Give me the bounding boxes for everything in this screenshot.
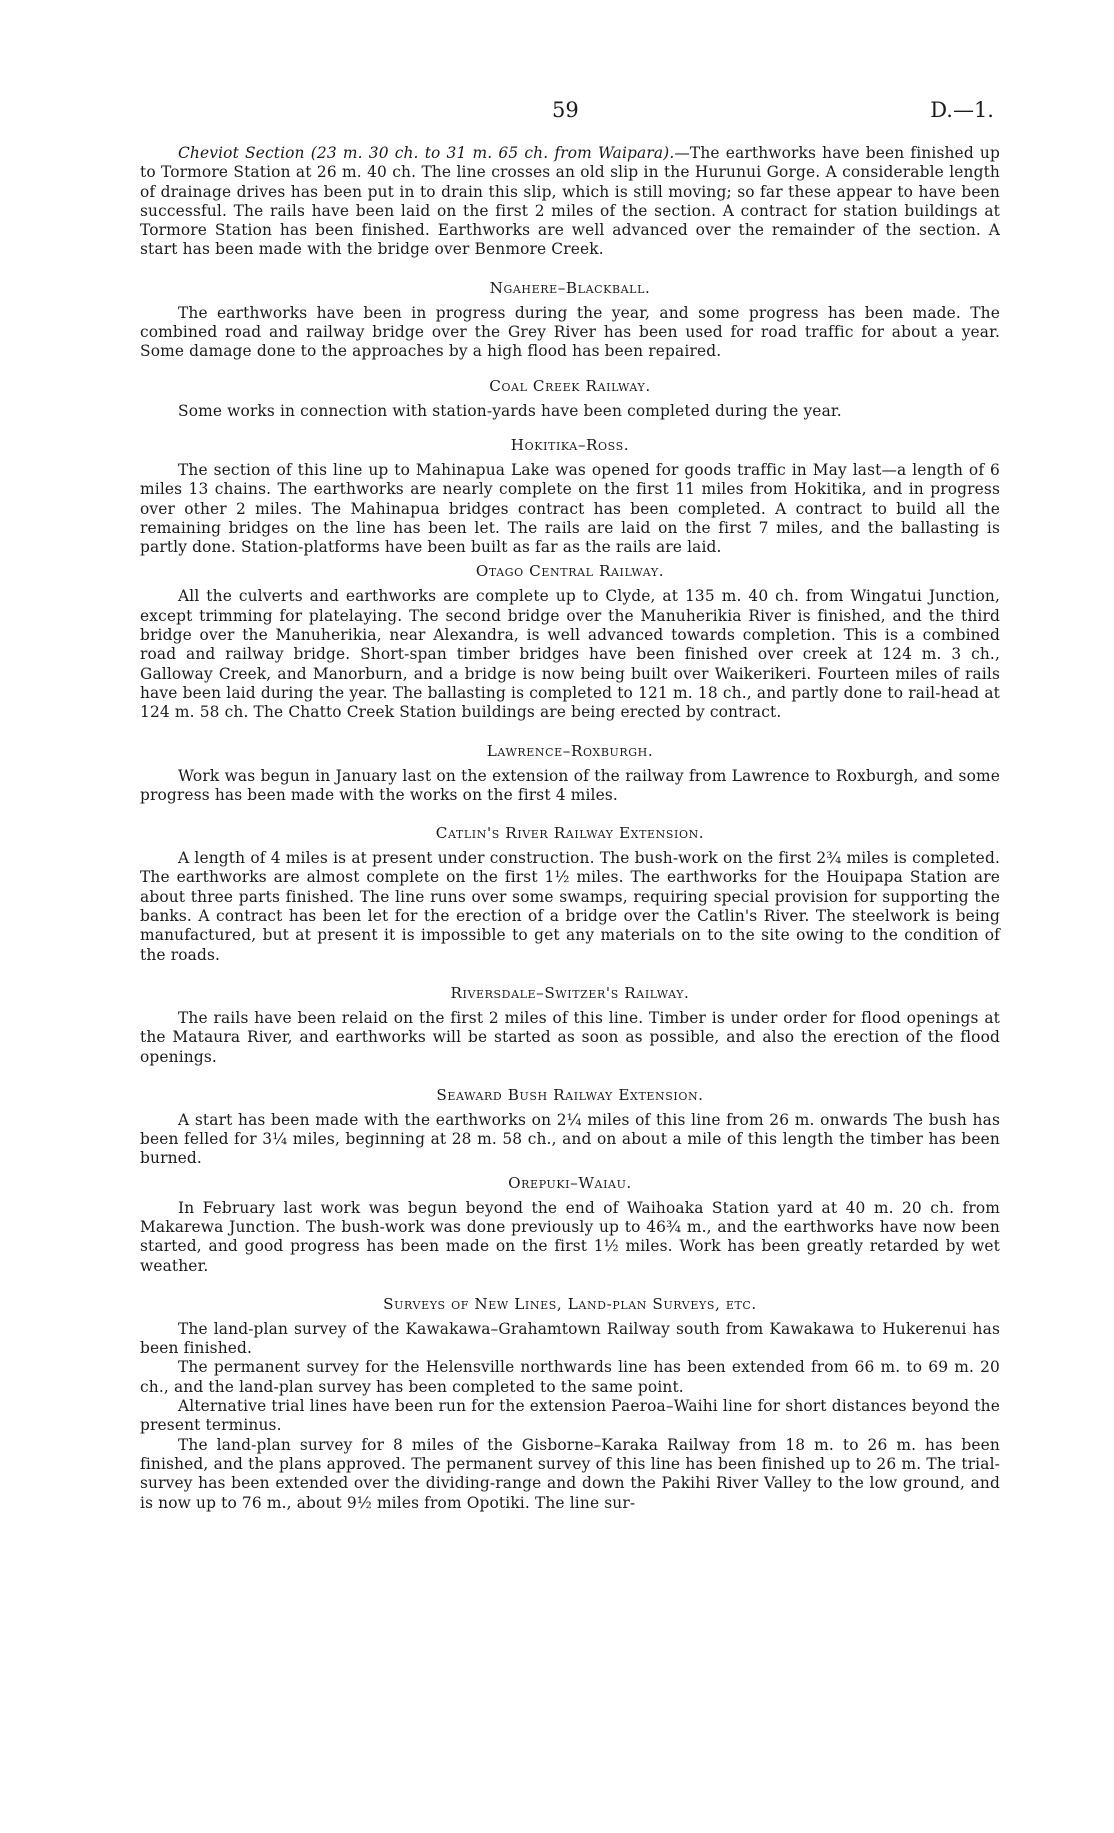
section-heading: Surveys of New Lines, Land-plan Surveys, etc. (383, 1294, 757, 1313)
section-heading: Coal Creek Railway. (489, 376, 651, 395)
section-heading: Seaward Bush Railway Extension. (436, 1085, 704, 1104)
paragraph: In February last work was begun beyond the end of Waihoaka Station yard at 40 m. 20 ch. from Makarewa Junction. The bush-work was done previously up to 46¾ m., and the earthworks have now been started, and good progress has been made on the first 1½ miles. Work has been greatly retarded by wet weather. (140, 1198, 1000, 1275)
paragraph: All the culverts and earthworks are complete up to Clyde, at 135 m. 40 ch. from Wingatui Junction, except trimming for platelaying. The second bridge over the Manuherikia River is finished, and the third bridge over the Manuherikia, near Alexandra, is well advanced towards completion. This is a combined road and railway bridge. Short-span timber bridges have been finished over creek at 124 m. 3 ch., Galloway Creek, and Manorburn, and a bridge is now being built over Waikerikeri. Fourteen miles of rails have been laid during the year. The ballasting is completed to 121 m. 18 ch., and partly done to rail-head at 124 m. 58 ch. The Chatto Creek Station buildings are being erected by contract. (140, 587, 1000, 722)
section-heading: Hokitika–Ross. (510, 435, 630, 454)
paragraph: The permanent survey for the Helensville northwards line has been extended from 66 m. to 69 m. 20 ch., and the land-plan survey has been completed to the same point. (140, 1358, 1000, 1396)
page-body (140, 144, 1000, 1513)
page-number: 59 (552, 98, 579, 122)
section-catlins-river (140, 823, 1000, 965)
paragraph: The earthworks have been in progress during the year, and some progress has been made. The combined road and railway bridge over the Grey River has been used for road traffic for about a year. Some damage done to the approaches by a high flood has been repaired. (140, 303, 1000, 361)
paragraph: The land-plan survey for 8 miles of the Gisborne–Karaka Railway from 18 m. to 26 m. has been finished, and the plans approved. The permanent survey of this line has been finished up to 26 m. The trial-survey has been extended over the dividing-range and down the Pakihi River Valley to the low ground, and is now up to 76 m., about 9½ miles from Opotiki. The line sur- (140, 1435, 1000, 1512)
paragraph: A start has been made with the earthworks on 2¼ miles of this line from 26 m. onwards The bush has been felled for 3¼ miles, beginning at 28 m. 58 ch., and on about a mile of this length the timber has been burned. (140, 1110, 1000, 1168)
paragraph (140, 144, 1000, 260)
section-heading: Otago Central Railway. (475, 562, 665, 581)
section-lead-italic: Cheviot Section (23 m. 30 ch. to 31 m. 65 ch. from Waipara). (178, 144, 675, 162)
section-ngahere-blackball (140, 278, 1000, 362)
section-hokitika-ross (140, 435, 1000, 557)
section-lawrence-roxburgh (140, 741, 1000, 806)
section-heading: Riversdale–Switzer's Railway. (450, 983, 690, 1002)
paragraph-text: —The earthworks have been finished up to Tormore Station at 26 m. 40 ch. The line crosses an old slip in the Hurunui Gorge. A considerable length of drainage drives has been put in to drain this slip, which is still moving; so far these appear to have been successful. The rails have been laid on the first 2 miles of the section. A contract for station buildings at Tormore Station has been finished. Earthworks are well advanced over the remainder of the section. A start has been made with the bridge over Benmore Creek. (140, 144, 1000, 259)
section-riversdale-switzers (140, 983, 1000, 1067)
section-cheviot (140, 144, 1000, 260)
page-header (0, 98, 1114, 126)
paragraph: The section of this line up to Mahinapua Lake was opened for goods traffic in May last—a length of 6 miles 13 chains. The earthworks are nearly complete on the first 11 miles from Hokitika, and in progress over other 2 miles. The Mahinapua bridges contract has been completed. A contract to build all the remaining bridges on the line has been let. The rails are laid on the first 7 miles, and the ballasting is partly done. Station-platforms have been built as far as the rails are laid. (140, 460, 1000, 557)
document-reference: D.—1. (930, 98, 994, 122)
paragraph: Alternative trial lines have been run for the extension Paeroa–Waihi line for short distances beyond the present terminus. (140, 1397, 1000, 1435)
paragraph: Work was begun in January last on the extension of the railway from Lawrence to Roxburgh, and some progress has been made with the works on the first 4 miles. (140, 766, 1000, 804)
section-coal-creek (140, 376, 1000, 421)
paragraph: A length of 4 miles is at present under construction. The bush-work on the first 2¾ miles is completed. The earthworks are almost complete on the first 1½ miles. The earthworks for the Houipapa Station are about three parts finished. The line runs over some swamps, requiring special provision for supporting the banks. A contract has been let for the erection of a bridge over the Catlin's River. The steelwork is being manufactured, but at present it is impossible to get any materials on to the site owing to the condition of the roads. (140, 849, 1000, 964)
section-otago-central (140, 561, 1000, 722)
paragraph: The rails have been relaid on the first 2 miles of this line. Timber is under order for flood openings at the Mataura River, and earthworks will be started as soon as possible, and also the erection of the flood openings. (140, 1008, 1000, 1066)
section-surveys (140, 1294, 1000, 1513)
section-heading: Catlin's River Railway Extension. (435, 824, 705, 843)
section-heading: Ngahere–Blackball. (489, 278, 651, 297)
section-orepuki-waiau (140, 1173, 1000, 1276)
paragraph: The land-plan survey of the Kawakawa–Grahamtown Railway south from Kawakawa to Hukerenui has been finished. (140, 1319, 1000, 1358)
section-heading: Lawrence–Roxburgh. (486, 741, 654, 760)
section-seaward-bush (140, 1085, 1000, 1169)
paragraph: Some works in connection with station-yards have been completed during the year. (178, 401, 842, 420)
section-heading: Orepuki–Waiau. (508, 1173, 632, 1192)
